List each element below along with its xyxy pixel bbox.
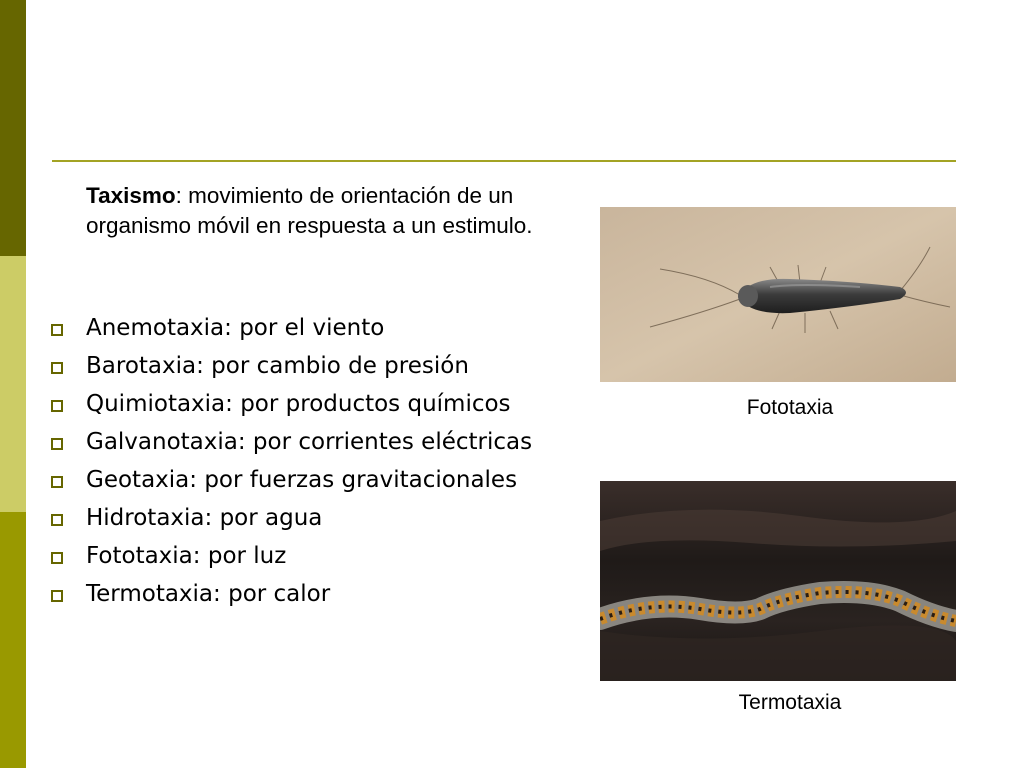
list-item-text: Termotaxia: por calor: [86, 581, 331, 607]
list-item-text: Geotaxia: por fuerzas gravitacionales: [86, 467, 518, 493]
square-bullet-icon: [51, 324, 63, 336]
square-bullet-icon: [51, 552, 63, 564]
list-item-text: Anemotaxia: por el viento: [86, 315, 385, 341]
title-divider: [52, 160, 956, 162]
photo-caption: Fototaxia: [746, 396, 834, 419]
silverfish-photo: [600, 207, 956, 382]
square-bullet-icon: [51, 514, 63, 526]
definition-paragraph: [86, 181, 566, 241]
square-bullet-icon: [51, 438, 63, 450]
list-item: [44, 465, 544, 495]
definition-term: Taxismo: [86, 183, 176, 208]
list-item: [44, 503, 544, 533]
square-bullet-icon: [51, 476, 63, 488]
list-item: [44, 389, 544, 419]
caterpillar-photo: [600, 481, 956, 681]
list-item-text: Galvanotaxia: por corrientes eléctricas: [86, 429, 533, 455]
sidebar-band-top: [0, 0, 26, 256]
list-item: [44, 351, 544, 381]
sidebar-band-middle: [0, 256, 26, 512]
taxis-list: [44, 313, 544, 617]
list-item-text: Hidrotaxia: por agua: [86, 505, 323, 531]
list-item-text: Fototaxia: por luz: [86, 543, 287, 569]
definition-text: : movimiento de orientación de un organismo móvil en respuesta a un estimulo.: [86, 183, 533, 238]
sidebar-band-bottom: [0, 512, 26, 768]
list-item: [44, 427, 544, 457]
photo-caption: Termotaxia: [738, 691, 842, 714]
square-bullet-icon: [51, 400, 63, 412]
list-item: [44, 579, 544, 609]
list-item: [44, 541, 544, 571]
list-item-text: Quimiotaxia: por productos químicos: [86, 391, 511, 417]
list-item: [44, 313, 544, 343]
square-bullet-icon: [51, 362, 63, 374]
square-bullet-icon: [51, 590, 63, 602]
list-item-text: Barotaxia: por cambio de presión: [86, 353, 469, 379]
